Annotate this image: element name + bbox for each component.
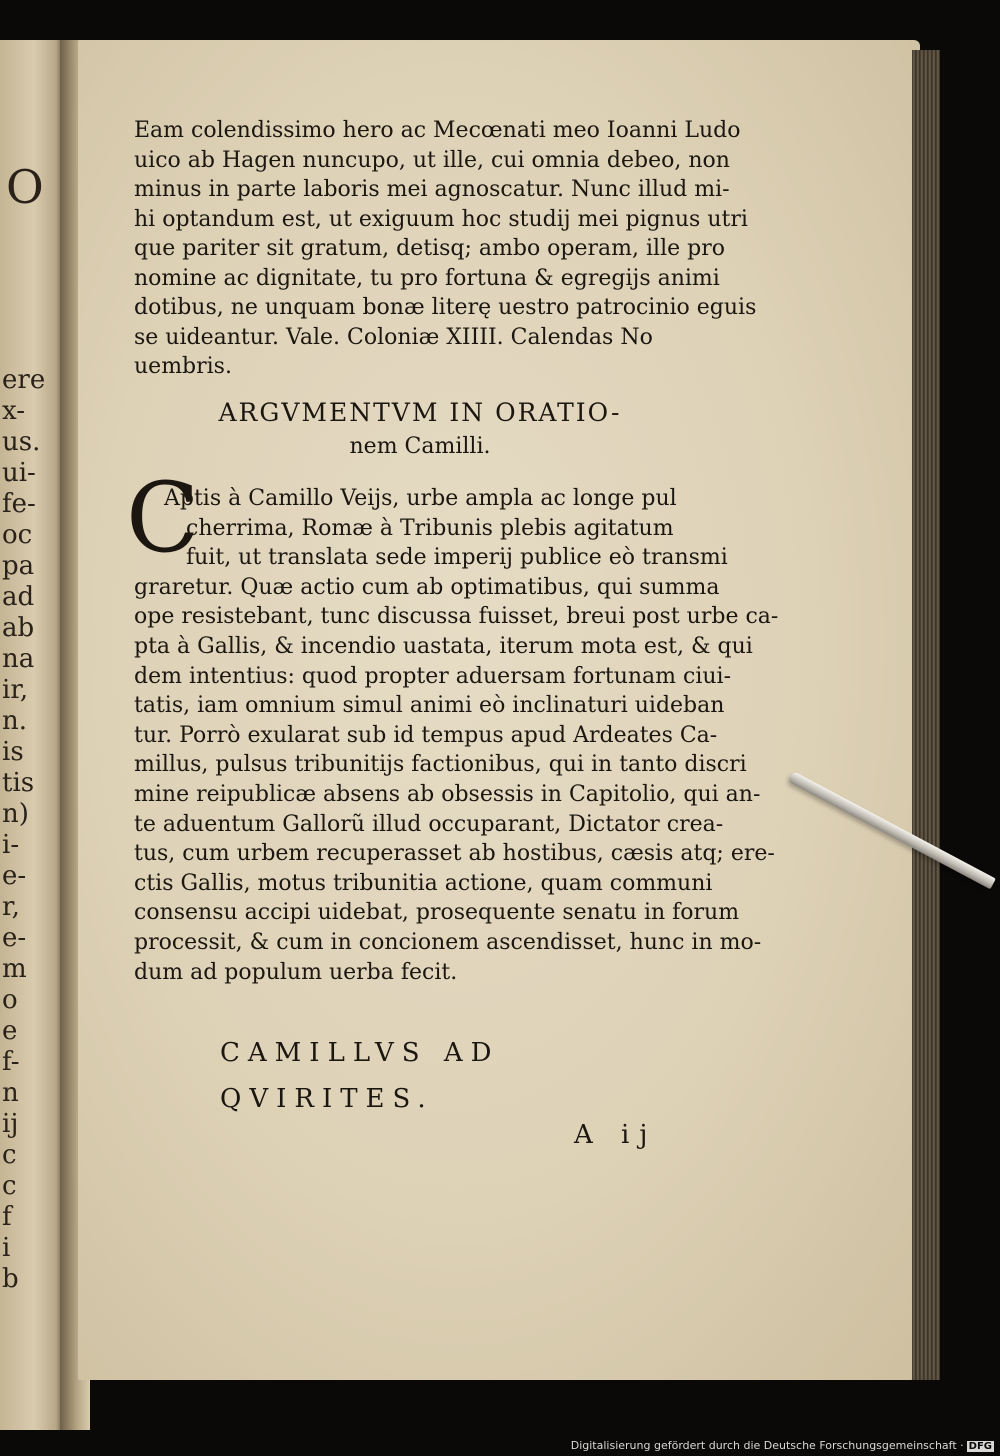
left-page-fragment: ab: [2, 613, 35, 643]
dedication-line: uico ab Hagen nuncupo, ut ille, cui omnia debeo, non: [134, 147, 730, 173]
argument-line: pta à Gallis, & incendio uastata, iterum mota est, & qui: [134, 633, 753, 659]
left-page-fragment: i: [2, 1233, 11, 1263]
dedication-line: dotibus, ne unquam bonæ literę uestro patrocinio eguis: [134, 295, 757, 320]
dedication-paragraph: [134, 116, 757, 382]
argument-line: fuit, ut translata sede imperij publice eò transmi: [186, 545, 728, 571]
left-page-fragment: tis: [2, 768, 35, 798]
left-page-fragment: fe-: [2, 489, 36, 519]
left-page-fragment: f-: [2, 1047, 20, 1077]
left-page-fragment: c: [2, 1171, 17, 1201]
argument-line: Aptis à Camillo Veijs, urbe ampla ac longe pul: [164, 486, 677, 511]
left-page-fragment: na: [2, 644, 35, 674]
left-page-fragment: e: [2, 1016, 18, 1046]
left-page-fragment: us.: [2, 427, 41, 457]
left-page-fragment: r,: [2, 892, 20, 922]
left-page-fragment: ere: [2, 365, 46, 395]
left-page-fragment: e-: [2, 861, 27, 891]
dedication-line: hi optandum est, ut exiguum hoc studij mei pignus utri: [134, 206, 748, 232]
left-page-fragment: pa: [2, 551, 35, 581]
signature-mark: A ij: [574, 1120, 658, 1150]
dedication-line: se uideantur. Vale. Coloniæ XIIII. Calendas No: [134, 324, 653, 350]
argument-line: tatis, iam omnium simul animi eò inclinaturi uideban: [134, 693, 725, 719]
dedication-line: minus in parte laboris mei agnoscatur. Nunc illud mi-: [134, 177, 730, 202]
argument-line: te aduentum Gallorũ illud occuparant, Dictator crea-: [134, 811, 724, 837]
argument-heading: [160, 396, 680, 464]
dedication-line: nomine ac dignitate, tu pro fortuna & egregijs animi: [134, 265, 720, 291]
argument-line: tus, cum urbem recuperasset ab hostibus, cæsis atq; ere-: [134, 841, 775, 867]
oration-heading: [220, 1030, 640, 1122]
left-page-fragment: ir,: [2, 675, 29, 705]
left-page-fragment: e-: [2, 923, 27, 953]
argument-line: dem intentius: quod propter aduersam fortunam ciui-: [134, 663, 732, 689]
left-page-fragment: ad: [2, 582, 35, 612]
argument-heading-line1: ARGVMENTVM IN ORATIO-: [218, 398, 622, 427]
oration-heading-line2: QVIRITES.: [220, 1084, 434, 1114]
argument-line: processit, & cum in concionem ascendisset, hunc in mo-: [134, 929, 762, 955]
left-page-fragment: is: [2, 737, 24, 767]
digitization-footer: [571, 1439, 994, 1452]
argument-paragraph: [134, 484, 779, 987]
dedication-line: Eam colendissimo hero ac Mecœnati meo Ioanni Ludo: [134, 118, 741, 143]
argument-line: cherrima, Romæ à Tribunis plebis agitatum: [186, 515, 674, 541]
dedication-line: que pariter sit gratum, detisq; ambo operam, ille pro: [134, 236, 725, 261]
left-page-fragment: ij: [2, 1109, 19, 1139]
left-page-fragment: oc: [2, 520, 33, 550]
left-page-fragment: n: [2, 1078, 19, 1108]
footer-text: Digitalisierung gefördert durch die Deutsche Forschungsgemeinschaft ·: [570, 1439, 964, 1452]
left-page-fragment: f: [2, 1202, 12, 1232]
left-page-fragment: n): [2, 799, 29, 829]
argument-line: tur. Porrò exularat sub id tempus apud Ardeates Ca-: [134, 722, 718, 748]
left-page-fragment: i-: [2, 830, 20, 860]
dfg-logo: DFG: [968, 1441, 992, 1452]
left-page-fragment: n.: [2, 706, 28, 736]
argument-line: mine reipublicæ absens ab obsessis in Capitolio, qui an-: [134, 781, 761, 807]
left-page-fragment: x-: [2, 396, 25, 426]
argument-line: ope resistebant, tunc discussa fuisset, breui post urbe ca-: [134, 604, 779, 630]
left-page-fragment: b: [2, 1264, 19, 1294]
left-page-text-fragments: [2, 365, 58, 1295]
left-page-fragment: c: [2, 1140, 17, 1170]
argument-line: consensu accipi uidebat, prosequente senatu in forum: [134, 900, 740, 926]
left-page-glyph: O: [6, 160, 44, 214]
left-page-fragment: m: [2, 954, 27, 984]
left-page-fragment: o: [2, 985, 18, 1015]
argument-line: ctis Gallis, motus tribunitia actione, quam communi: [134, 870, 713, 896]
drop-cap-initial: C: [126, 462, 200, 574]
dedication-line: uembris.: [134, 354, 232, 379]
argument-line: graretur. Quæ actio cum ab optimatibus, qui summa: [134, 574, 720, 600]
argument-line: dum ad populum uerba fecit.: [134, 959, 458, 985]
oration-heading-line1: CAMILLVS AD: [220, 1038, 500, 1068]
argument-heading-line2: nem Camilli.: [349, 434, 491, 459]
book-page-edge: [912, 50, 940, 1380]
argument-line: millus, pulsus tribunitijs factionibus, qui in tanto discri: [134, 752, 747, 778]
left-facing-page: [0, 40, 62, 1430]
left-page-fragment: ui-: [2, 458, 36, 488]
